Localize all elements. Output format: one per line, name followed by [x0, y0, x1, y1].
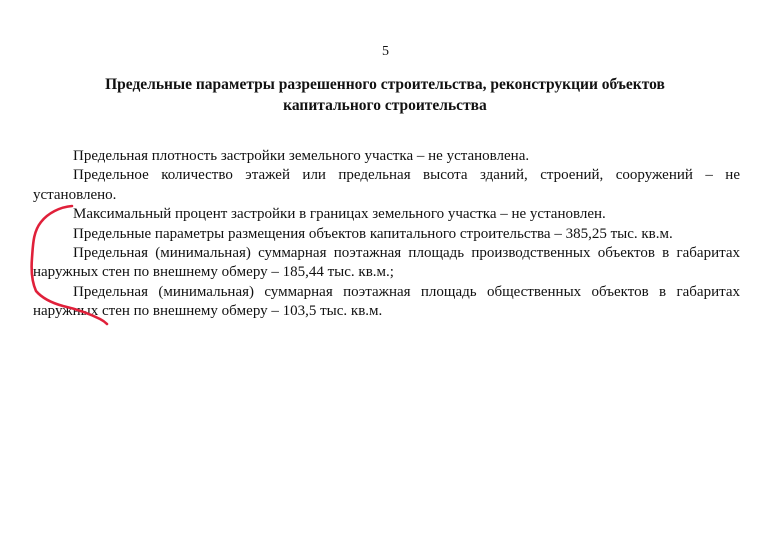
paragraph-build-percent: Максимальный процент застройки в границах земельного участка – не установлен.: [73, 206, 606, 223]
section-heading: Предельные параметры разрешенного строительства, реконструкции объектов капитального строительства: [105, 76, 665, 114]
body-text: [33, 147, 740, 322]
paragraph-placement-params: Предельные параметры размещения объектов капитального строительства – 385,25 тыс. кв.м.: [73, 225, 673, 242]
page-number: 5: [382, 44, 389, 59]
paragraph-floors: Предельное количество этажей или предельная высота зданий, строений, сооружений – не установлено.: [33, 167, 740, 203]
paragraph-public-area: Предельная (минимальная) суммарная поэтажная площадь общественных объектов в габаритах наружных стен по внешнему обмеру – 103,5 тыс. кв.м.: [33, 283, 740, 320]
paragraph-density: Предельная плотность застройки земельного участка – не установлена.: [73, 148, 530, 164]
paragraph-industrial-area: Предельная (минимальная) суммарная поэтажная площадь производственных объектов в габаритах наружных стен по внешнему обмеру – 185,44 тыс. кв.м.;: [33, 245, 740, 281]
